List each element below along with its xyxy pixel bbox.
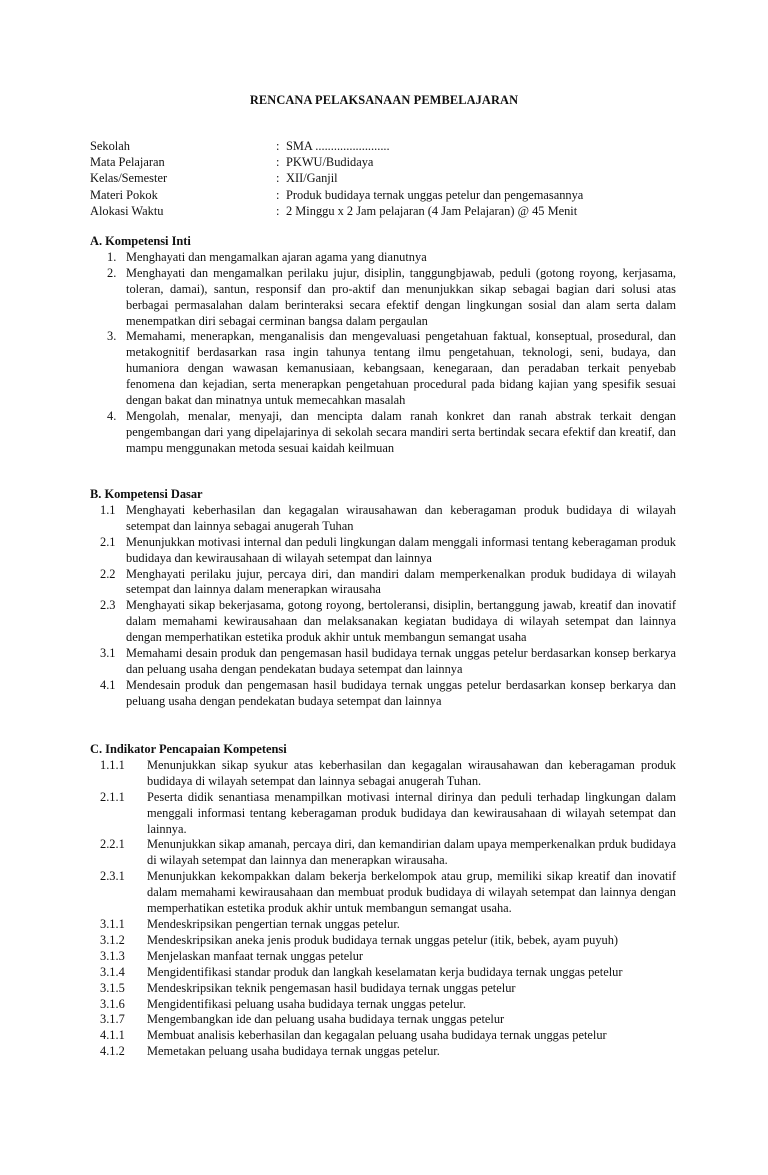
item-text: Mendesain produk dan pengemasan hasil budidaya ternak unggas petelur berdasarkan konsep berkarya dan peluang usaha dengan pendekatan budaya setempat dan lainnya [126,677,676,708]
info-row-kelas-semester [90,171,690,187]
item-number: 4.1.2 [100,1044,125,1059]
list-item [90,535,676,567]
item-text: Menghayati sikap bekerjasama, gotong royong, bertoleransi, disiplin, bertanggung jawab, kreatif dan inovatif dalam memahami kewirausahaan dan melaksanakan kegiatan budidaya di wilayah setempat dan lainnya dengan memperhatikan estetika produk akhir untuk membangun semangat usaha [126,598,676,645]
info-separator: : [276,171,280,186]
info-separator: : [276,203,280,218]
list-item [90,503,676,535]
list-item [90,758,676,790]
item-text: Menunjukkan motivasi internal dan peduli lingkungan dalam menggali informasi tentang keberagaman produk budidaya dan kewirausahaan di wilayah setempat dan lainnya [126,534,676,565]
info-separator: : [276,139,280,153]
list-item [90,997,676,1013]
item-text: Mendeskripsikan aneka jenis produk budidaya ternak unggas petelur (itik, bebek, ayam puyuh) [147,932,619,947]
list-item [90,250,676,266]
item-text: Menjelaskan manfaat ternak unggas petelur [147,948,364,963]
item-text: Menunjukkan sikap syukur atas keberhasilan dan kegagalan wirausahawan dan keberagaman produk budidaya di wilayah setempat dan lainnya sebagai anugerah Tuhan. [147,757,676,788]
list-item [90,1044,676,1060]
list-item [90,598,676,646]
info-row-sekolah [90,139,690,155]
item-number: 3. [107,329,117,344]
list-item [90,917,676,933]
info-label: Alokasi Waktu [90,203,164,218]
info-value: Produk budidaya ternak unggas petelur dan pengemasannya [286,187,584,202]
section-title: C. Indikator Pencapaian Kompetensi [90,742,287,756]
info-label: Materi Pokok [90,187,158,202]
item-text: Menghayati keberhasilan dan kegagalan wirausahawan dan keberagaman produk budidaya di wilayah setempat dan lainnya sebagai anugerah Tuhan [126,502,676,533]
list-item [90,567,676,599]
item-text: Memahami desain produk dan pengemasan hasil budidaya ternak unggas petelur berdasarkan konsep berkarya dan peluang usaha dengan pendekatan budaya setempat dan lainnya [126,646,676,676]
item-number: 3.1 [100,646,116,661]
item-text: Menghayati perilaku jujur, percaya diri, dan mandiri dalam memperkenalkan produk budidaya di wilayah setempat dan lainnya dalam menerapkan wirausaha [126,566,676,597]
item-text: Mengidentifikasi peluang usaha budidaya ternak unggas petelur. [147,996,466,1011]
document-title: RENCANA PELAKSANAAN PEMBELAJARAN [249,93,519,107]
list-item [90,981,676,997]
list-item [90,409,676,457]
info-value: 2 Minggu x 2 Jam pelajaran (4 Jam Pelajaran) @ 45 Menit [286,203,578,218]
info-row-alokasi-waktu [90,204,690,220]
info-table [90,139,690,220]
item-number: 2.1 [100,534,116,549]
list-item [90,965,676,981]
item-text: Membuat analisis keberhasilan dan kegagalan peluang usaha budidaya ternak unggas petelur [147,1028,607,1043]
item-number: 4.1.1 [100,1028,125,1043]
item-number: 1.1.1 [100,757,125,772]
list-item [90,933,676,949]
item-text: Mengembangkan ide dan peluang usaha budidaya ternak unggas petelur [147,1012,505,1027]
item-number: 3.1.1 [100,916,125,931]
list-item [90,678,676,710]
item-number: 2.3.1 [100,869,125,884]
item-text: Mengolah, menalar, menyaji, dan mencipta dalam ranah konkret dan ranah abstrak terkait dengan pengembangan dari yang dipelajarinya di sekolah secara mandiri serta bertindak secara efektif dan kreatif, dan mampu menggunakan metoda sesuai kaidah keilmuan [126,408,676,455]
item-number: 3.1.5 [100,980,125,995]
item-number: 4.1 [100,677,116,692]
section-kompetensi-inti [90,234,676,457]
item-number: 3.1.6 [100,996,125,1011]
item-text: Mengidentifikasi standar produk dan langkah keselamatan kerja budidaya ternak unggas petelur [147,964,623,979]
section-indikator [90,742,676,1060]
item-number: 2. [107,265,117,280]
item-number: 1.1 [100,502,116,517]
item-text: Mendeskripsikan teknik pengemasan hasil budidaya ternak unggas petelur [147,980,516,995]
item-text: Menunjukkan sikap amanah, percaya diri, dan kemandirian dalam upaya memperkenalkan prduk budidaya di wilayah setempat dan lainnya dan menerapkan wirausaha. [147,837,676,868]
list-item [90,266,676,330]
info-separator: : [276,187,280,202]
item-number: 3.1.7 [100,1012,125,1027]
item-number: 2.2.1 [100,837,125,852]
list-item [90,869,676,917]
item-text: Menghayati dan mengamalkan perilaku jujur, disiplin, tanggungbjawab, peduli (gotong royong, kerjasama, toleran, damai), santun, responsif dan pro-aktif dan menunjukkan sikap sebagai bagian dari solusi atas berbagai permasalahan dalam berinteraksi secara efektif dengan lingkungan sosial dan alam serta dalam menempatkan diri sebagai cerminan bangsa dalam pergaulan [126,265,676,328]
info-separator: : [276,155,280,170]
item-number: 2.1.1 [100,789,125,804]
item-text: Peserta didik senantiasa menampilkan motivasi internal dirinya dan peduli terhadap lingkungan dalam menggali informasi tentang keberagaman produk budidaya dan kewirausahaan di wilayah setempat dan lainnya. [147,789,676,836]
info-value: XII/Ganjil [286,171,338,186]
info-row-materi-pokok [90,188,690,204]
list-item [90,790,676,838]
item-text: Mendeskripsikan pengertian ternak unggas petelur. [147,916,400,931]
list-item [90,329,676,409]
list-item [90,1028,676,1044]
item-number: 3.1.2 [100,932,125,947]
info-label: Sekolah [90,139,130,153]
item-number: 2.3 [100,598,116,613]
item-number: 1. [107,249,117,264]
item-number: 2.2 [100,566,116,581]
section-title: B. Kompetensi Dasar [90,487,203,501]
info-label: Kelas/Semester [90,171,168,186]
info-value: PKWU/Budidaya [286,155,374,170]
item-text: Menunjukkan kekompakkan dalam bekerja berkelompok atau grup, memiliki sikap kreatif dan inovatif dalam memahami kewirausahaan dan membuat produk budidaya di wilayah setempat dan lainnya dengan memperhatikan estetika produk akhir untuk membangun semangat usaha. [147,869,676,916]
info-label: Mata Pelajaran [90,155,165,170]
list-item [90,646,676,678]
section-title: A. Kompetensi Inti [90,234,191,248]
list-item [90,949,676,965]
item-number: 3.1.3 [100,948,125,963]
item-text: Memahami, menerapkan, menganalisis dan mengevaluasi pengetahuan faktual, konseptual, prosedural, dan metakognitif berdasarkan rasa ingin tahunya tentang ilmu pengetahuan, teknologi, seni, budaya, dan humaniora dengan wawasan kemanusiaan, kebangsaan, kenegaraan, dan peradaban terkait penyebab fenomena dan kejadian, serta menerapkan pengetahuan procedural pada bidang kajian yang spesifik sesuai dengan bakat dan minatnya untuk memecahkan masalah [126,329,676,408]
item-text: Menghayati dan mengamalkan ajaran agama yang dianutnya [126,249,427,264]
section-kompetensi-dasar [90,487,676,710]
list-item [90,1012,676,1028]
item-number: 4. [107,408,117,423]
info-row-mata-pelajaran [90,155,690,171]
list-item [90,837,676,869]
item-number: 3.1.4 [100,964,125,979]
info-value: SMA ........................ [286,139,390,153]
item-text: Memetakan peluang usaha budidaya ternak unggas petelur. [147,1044,440,1059]
